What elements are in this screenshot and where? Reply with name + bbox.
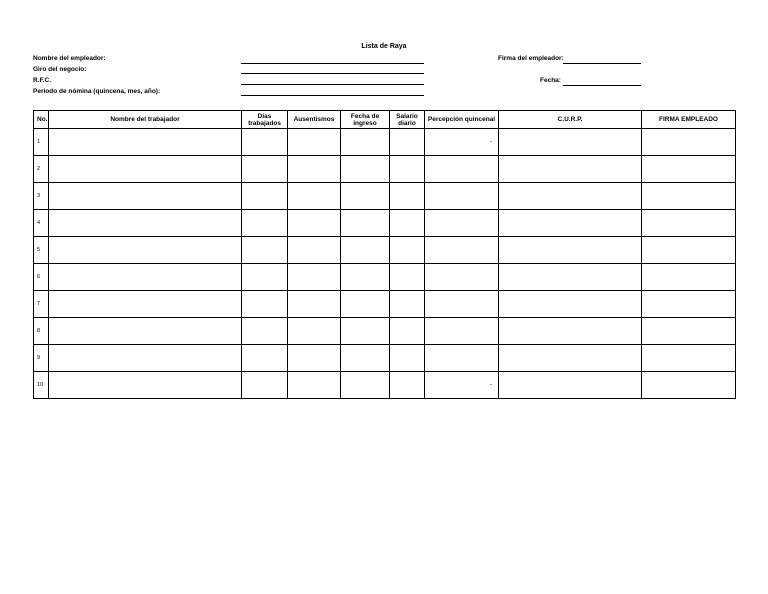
- curp-cell[interactable]: [499, 264, 642, 291]
- worker-name-cell[interactable]: [49, 291, 242, 318]
- row-number: 6: [34, 264, 49, 291]
- table-row: [34, 345, 736, 372]
- hire-date-cell[interactable]: [341, 318, 390, 345]
- curp-cell[interactable]: [499, 318, 642, 345]
- worker-name-cell[interactable]: [49, 210, 242, 237]
- curp-cell[interactable]: [499, 237, 642, 264]
- biweekly-pay-cell[interactable]: [425, 183, 499, 210]
- row-number: 3: [34, 183, 49, 210]
- worker-name-cell[interactable]: [49, 318, 242, 345]
- days-worked-cell[interactable]: [242, 183, 288, 210]
- table-row: [34, 156, 736, 183]
- signature-cell[interactable]: [642, 264, 736, 291]
- biweekly-pay-cell[interactable]: [425, 156, 499, 183]
- rfc-label: R.F.C.: [33, 77, 52, 84]
- hire-date-cell[interactable]: [341, 210, 390, 237]
- absences-cell[interactable]: [288, 372, 341, 399]
- header-no: No.: [34, 111, 49, 129]
- biweekly-pay-cell[interactable]: [425, 264, 499, 291]
- signature-cell[interactable]: [642, 318, 736, 345]
- days-worked-cell[interactable]: [242, 264, 288, 291]
- header-hire-date: Fecha de ingreso: [341, 111, 390, 129]
- days-worked-cell[interactable]: [242, 237, 288, 264]
- worker-name-cell[interactable]: [49, 264, 242, 291]
- hire-date-cell[interactable]: [341, 372, 390, 399]
- daily-salary-cell[interactable]: [390, 372, 425, 399]
- curp-cell[interactable]: [499, 129, 642, 156]
- curp-cell[interactable]: [499, 210, 642, 237]
- worker-name-cell[interactable]: [49, 156, 242, 183]
- header-worker-name: Nombre del trabajador: [49, 111, 242, 129]
- absences-cell[interactable]: [288, 264, 341, 291]
- hire-date-cell[interactable]: [341, 183, 390, 210]
- curp-cell[interactable]: [499, 183, 642, 210]
- payroll-period-field[interactable]: [241, 95, 424, 96]
- row-number: 2: [34, 156, 49, 183]
- table-row: [34, 237, 736, 264]
- date-field[interactable]: [563, 85, 641, 86]
- header-absences: Ausentismos: [288, 111, 341, 129]
- curp-cell[interactable]: [499, 291, 642, 318]
- hire-date-cell[interactable]: [341, 237, 390, 264]
- hire-date-cell[interactable]: [341, 264, 390, 291]
- table-row: [34, 129, 736, 156]
- signature-cell[interactable]: [642, 129, 736, 156]
- biweekly-pay-cell[interactable]: [425, 318, 499, 345]
- biweekly-pay-cell[interactable]: -: [425, 372, 499, 399]
- hire-date-cell[interactable]: [341, 345, 390, 372]
- absences-cell[interactable]: [288, 210, 341, 237]
- table-header-row: [34, 111, 736, 129]
- biweekly-pay-cell[interactable]: [425, 291, 499, 318]
- biweekly-pay-cell[interactable]: [425, 345, 499, 372]
- days-worked-cell[interactable]: [242, 210, 288, 237]
- days-worked-cell[interactable]: [242, 345, 288, 372]
- worker-name-cell[interactable]: [49, 345, 242, 372]
- signature-cell[interactable]: [642, 372, 736, 399]
- days-worked-cell[interactable]: [242, 129, 288, 156]
- absences-cell[interactable]: [288, 129, 341, 156]
- table-row: [34, 291, 736, 318]
- daily-salary-cell[interactable]: [390, 291, 425, 318]
- row-number: 5: [34, 237, 49, 264]
- table-row: [34, 318, 736, 345]
- rfc-field[interactable]: [241, 84, 424, 85]
- absences-cell[interactable]: [288, 318, 341, 345]
- row-number: 4: [34, 210, 49, 237]
- daily-salary-cell[interactable]: [390, 156, 425, 183]
- curp-cell[interactable]: [499, 345, 642, 372]
- biweekly-pay-cell[interactable]: [425, 237, 499, 264]
- signature-cell[interactable]: [642, 156, 736, 183]
- signature-cell[interactable]: [642, 291, 736, 318]
- payroll-period-label: Periodo de nómina (quincena, mes, año):: [33, 88, 161, 95]
- absences-cell[interactable]: [288, 345, 341, 372]
- table-row: [34, 264, 736, 291]
- table-row: [34, 372, 736, 399]
- table-row: [34, 183, 736, 210]
- document-title: Lista de Raya: [361, 43, 407, 50]
- header-biweekly-pay: Percepción quincenal: [425, 111, 499, 129]
- signature-cell[interactable]: [642, 345, 736, 372]
- header-daily-salary: Salario diario: [390, 111, 425, 129]
- days-worked-cell[interactable]: [242, 156, 288, 183]
- employer-name-label: Nombre del empleador:: [33, 55, 106, 62]
- date-label: Fecha:: [540, 77, 561, 84]
- absences-cell[interactable]: [288, 291, 341, 318]
- signature-cell[interactable]: [642, 210, 736, 237]
- biweekly-pay-cell[interactable]: -: [425, 129, 499, 156]
- worker-name-cell[interactable]: [49, 372, 242, 399]
- row-number: 1: [34, 129, 49, 156]
- daily-salary-cell[interactable]: [390, 264, 425, 291]
- daily-salary-cell[interactable]: [390, 318, 425, 345]
- header-signature: FIRMA EMPLEADO: [642, 111, 736, 129]
- absences-cell[interactable]: [288, 183, 341, 210]
- worker-name-cell[interactable]: [49, 183, 242, 210]
- payroll-table: [33, 110, 736, 399]
- worker-name-cell[interactable]: [49, 129, 242, 156]
- signature-cell[interactable]: [642, 183, 736, 210]
- days-worked-cell[interactable]: [242, 291, 288, 318]
- daily-salary-cell[interactable]: [390, 210, 425, 237]
- row-number: 10: [34, 372, 49, 399]
- table-row: [34, 210, 736, 237]
- daily-salary-cell[interactable]: [390, 183, 425, 210]
- business-line-field[interactable]: [241, 73, 424, 74]
- business-line-label: Giro del negocio:: [33, 66, 87, 73]
- worker-name-cell[interactable]: [49, 237, 242, 264]
- header-days-worked: Días trabajados: [242, 111, 288, 129]
- days-worked-cell[interactable]: [242, 372, 288, 399]
- employer-signature-field[interactable]: [563, 63, 641, 64]
- hire-date-cell[interactable]: [341, 291, 390, 318]
- row-number: 8: [34, 318, 49, 345]
- hire-date-cell[interactable]: [341, 129, 390, 156]
- absences-cell[interactable]: [288, 237, 341, 264]
- days-worked-cell[interactable]: [242, 318, 288, 345]
- curp-cell[interactable]: [499, 372, 642, 399]
- row-number: 9: [34, 345, 49, 372]
- daily-salary-cell[interactable]: [390, 345, 425, 372]
- curp-cell[interactable]: [499, 156, 642, 183]
- biweekly-pay-cell[interactable]: [425, 210, 499, 237]
- row-number: 7: [34, 291, 49, 318]
- daily-salary-cell[interactable]: [390, 129, 425, 156]
- employer-name-field[interactable]: [241, 63, 424, 64]
- header-curp: C.U.R.P.: [499, 111, 642, 129]
- signature-cell[interactable]: [642, 237, 736, 264]
- daily-salary-cell[interactable]: [390, 237, 425, 264]
- employer-signature-label: Firma del empleador:: [498, 55, 564, 62]
- absences-cell[interactable]: [288, 156, 341, 183]
- hire-date-cell[interactable]: [341, 156, 390, 183]
